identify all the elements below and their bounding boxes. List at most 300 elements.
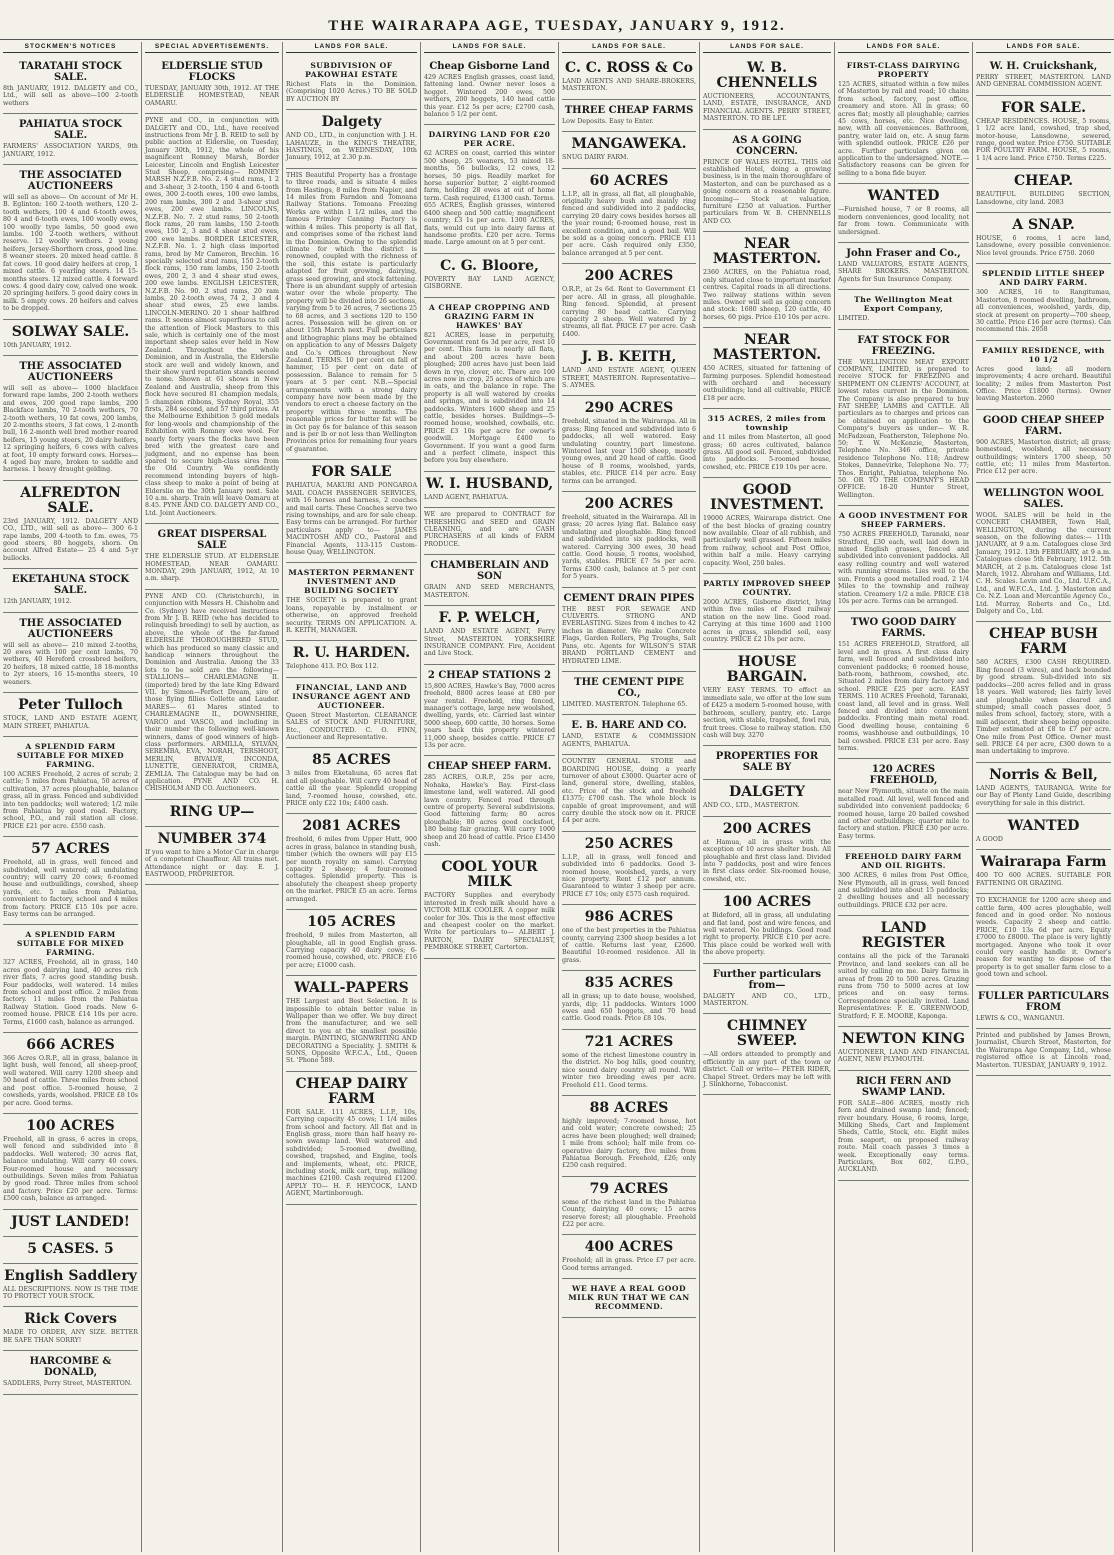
- advertisement-heading: FIRST-CLASS DAIRYING PROPERTY: [846, 61, 961, 79]
- advertisement-heading: GREAT DISPERSAL SALE: [157, 529, 267, 552]
- advertisement-body: LIMITED. MASTERTON. Telephone 65.: [562, 700, 688, 708]
- advertisement-body: Freehold, all in grass, 6 acres in crops, well fenced and subdivided into 8 paddocks. Well watered; 30 acres flat, balance undulating. Will carry 40 cows. Four-roomed house and necessary outbuildings. Seven miles from Pahiatua by good road. Three miles from school and factory. Price £20 per acre. Terms: £500 cash, balance as arranged.: [3, 1135, 138, 1203]
- advertisement-body: at Bideford, all in grass, all undulating and flat land, post and wire fences, and well watered. No buildings. Good road right to property. PRICE £10 per acre. This place could be worked well with the above property.: [703, 912, 831, 957]
- advertisement-heading: 5 CASES. 5: [27, 1240, 114, 1257]
- advertisement-heading: Further particulars from—: [712, 968, 822, 991]
- advertisement: [145, 56, 279, 114]
- advertisement: [562, 588, 696, 672]
- advertisement-heading: 721 ACRES: [584, 1033, 674, 1050]
- advertisement-heading: CHEAP DAIRY FARM: [295, 1075, 408, 1107]
- advertisement: [562, 100, 696, 132]
- advertisement-heading: SUBDIVISION OF PAKOWHAI ESTATE: [305, 61, 398, 79]
- advertisement: [703, 746, 831, 780]
- advertisement-body: 400 TO 600 ACRES. SUITABLE FOR FATTENING OR GRAZING.: [976, 872, 1111, 887]
- advertisement-heading: Wairarapa Farm: [980, 854, 1107, 871]
- advertisement-heading: PARTLY IMPROVED SHEEP COUNTRY.: [703, 579, 831, 598]
- advertisement-heading: AS A GOING CONCERN.: [732, 134, 802, 157]
- advertisement-body: Richest Flats in the Dominion. (Comprising 1020 Acres.) TO BE SOLD BY AUCTION BY: [286, 81, 417, 103]
- advertisement-heading: FAMILY RESIDENCE, with 10 1/2: [982, 345, 1105, 364]
- advertisement: [424, 508, 555, 555]
- advertisement-body: 750 ACRES FREEHOLD, Taranaki, near Stratford, £30 each, well laid down in mixed English grasses, fenced and subdivided into convenient paddocks. All easy rolling country and well watered with running streams. Lies well to the sun. Fronts a good metalled road. 2 1/4 Miles to the township and railway station. Creamery 1/2 a mile. PRICE £18 10s per acre. Terms can be arranged.: [838, 531, 969, 605]
- advertisement-body: HOUSE, 6 rooms, 1 acre land, Lansdowne, every possible convenience. Nice level grounds. Price £750. 2060: [976, 235, 1111, 257]
- advertisement-body: PRINCE OF WALES HOTEL. THIS old established Hotel, doing a growing business, is in the main thoroughfare of Masterton, and can be purchased as a going concern at a reasonable figure. Incoming— Stock at valuation, furniture £250 at valuation. Further particulars from W. B. CHENNELLS AND CO.: [703, 158, 831, 225]
- advertisement: [562, 1177, 696, 1236]
- advertisement-body: FOR SALE. 111 ACRES, L.I.P., 10s, Carrying capacity 45 cows; 1 1/4 miles from school and factory. All flat and in English grass, more than half heavy re-sown swamp land. Well watered and subdivided; 5-roomed dwelling, cowshed, trapshed, and Engine, tools and implements, wheat, etc. PRICE, including stock, milk cart, trap, milking machines £2100. Cash required £1200. APPLY TO— H. F. HEYCOCK, LAND AGENT, Martinborough.: [286, 1108, 417, 1198]
- advertisement: [562, 396, 696, 492]
- advertisement: [838, 243, 969, 290]
- advertisement-body: PERRY STREET, MASTERTON. LAND AND GENERAL COMMISSION AGENT.: [976, 74, 1111, 89]
- advertisement-heading: WE HAVE A REAL GOOD MILK RUN THAT WE CAN RECOMMEND.: [568, 1284, 690, 1312]
- advertisement-heading: A SPLENDID FARM SUITABLE FOR MIXED FARMING.: [16, 930, 125, 958]
- advertisement: [703, 328, 831, 409]
- advertisement: [838, 184, 969, 243]
- advertisement: [562, 1096, 696, 1177]
- advertisement-heading: HARCOMBE & DONALD,: [29, 1356, 112, 1379]
- advertisement: [838, 1071, 969, 1181]
- advertisement-heading: FOR SALE.: [1000, 99, 1086, 116]
- advertisement-body: STOCK, LAND AND ESTATE AGENT, MAIN STREET, PAHIATUA.: [3, 715, 138, 730]
- advertisement: [3, 1351, 138, 1394]
- advertisement: [838, 847, 969, 916]
- advertisement: [562, 492, 696, 588]
- advertisement-body: A GOOD: [976, 835, 1003, 843]
- advertisement-body: LAND AGENTS, TAURANGA. Write for our Bay of Plenty Land Guide, describing everything for sale in this district.: [976, 784, 1111, 807]
- advertisement-heading: 666 ACRES: [26, 1037, 115, 1054]
- advertisement: [838, 916, 969, 1027]
- advertisement-heading: DALGETY: [729, 784, 805, 801]
- advertisement-heading: 200 ACRES: [584, 496, 674, 512]
- column-header: LANDS FOR SALE.: [976, 42, 1111, 53]
- advertisement-body: AND CO., LTD., MASTERTON.: [703, 802, 800, 810]
- advertisement: [838, 759, 969, 847]
- advertisement-heading: 100 ACRES: [26, 1117, 115, 1134]
- advertisement-heading: SOLWAY SALE.: [11, 323, 130, 340]
- advertisement-body: POVERTY BAY LAND AGENCY, GISBORNE.: [424, 275, 555, 291]
- column-header: STOCKMEN'S NOTICES: [3, 42, 138, 53]
- advertisement-body: COUNTRY GENERAL STORE and BOARDING HOUSE, doing a yearly turnover of about £3000. Quarter acre of land, general store, dwelling, stables, etc. Price of the stock and freehold £1375; £700 cash. The whole block is capable of great improvement, and will carry double the stock now on it. PRICE £4 per acre.: [562, 758, 696, 825]
- advertisement: [703, 478, 831, 574]
- advertisement-heading: C. C. ROSS & Co: [565, 60, 693, 76]
- advertisement-heading: W. I. HUSBAND,: [425, 475, 554, 492]
- advertisement: [562, 345, 696, 396]
- advertisement: [976, 213, 1111, 264]
- advertisement-heading: John Fraser and Co.,: [846, 247, 961, 259]
- advertisement-heading: HOUSE BARGAIN.: [726, 654, 808, 686]
- advertisement: [976, 814, 1111, 850]
- advertisement-body: 300 ACRES, 6 miles from Post Office, New Plymouth, all in grass, well fenced and subdivided into about 15 paddocks; 2 dwelling houses and all necessary outbuildings. PRICE £32 per acre.: [838, 872, 969, 909]
- advertisement: [703, 817, 831, 890]
- advertisement-heading: J. B. KEITH,: [581, 349, 677, 366]
- advertisement-body: THE SOCIETY is prepared to grant loans, repayable by instalment or otherwise, on approved freehold security. TERMS ON APPLICATION. A. R. KEITH, MANAGER.: [286, 597, 417, 634]
- advertisement: [703, 1014, 831, 1095]
- advertisement-body: SADDLERS, Perry Street, MASTERTON.: [3, 1380, 132, 1388]
- advertisement-heading: 85 ACRES: [312, 752, 391, 769]
- advertisement: [424, 298, 555, 472]
- advertisement-heading: FULLER PARTICULARS FROM: [977, 990, 1110, 1013]
- advertisement-heading: 200 ACRES: [584, 268, 674, 285]
- advertisement-body: MADE TO ORDER, ANY SIZE. BETTER BE SAFE THAN SORRY!: [3, 1329, 138, 1344]
- advertisement-body: 900 ACRES, Masterton district; all grass; homestead, woolshed, all necessary outbuildings; winters 1700 sheep, 50 cattle, etc; 11 miles from Masterton. Price £12 per acre.: [976, 438, 1111, 476]
- advertisement-heading: THREE CHEAP FARMS: [564, 104, 694, 116]
- advertisement: [976, 169, 1111, 213]
- advertisement: [3, 1033, 138, 1114]
- advertisement-body: Low Deposits. Easy to Enter.: [562, 117, 654, 125]
- advertisement-heading: PROPERTIES FOR SALE BY: [715, 751, 819, 774]
- advertisement-heading: Peter Tulloch: [18, 697, 123, 714]
- advertisement: [703, 409, 831, 478]
- advertisement-body: highly improved; 7-roomed house, hot and cold water; concrete cowshed; 25 acres have been ploughed; well drained; 1 mile from school; half mile from co-operative dairy factory, five miles from Pahiatua Borough. Freehold, £26; only £250 cash required.: [562, 1117, 696, 1170]
- advertisement: [703, 130, 831, 233]
- advertisement-body: CHEAP RESIDENCES. HOUSE, 5 rooms, 1 1/2 acre land, cowshed, trap shed, motor-house, Lansdowne, sewered, range, good water. Price £750. SUITABLE FOR POULTRY FARM. HOUSE, 5 rooms, 1 1/4 acre land. Price £750. Terms £225.: [976, 117, 1111, 162]
- advertisement: [838, 330, 969, 507]
- advertisement-body: 429 ACRES English grasses, coast land, fattening land. Owner never loses a hogget. Wintered 200 ewes, 500 wethers, 200 hoggets, 140 head cattle this year. £12 5s per acre; £2700 cash, balance 5 1/2 per cent.: [424, 74, 555, 119]
- advertisement: [976, 986, 1111, 1029]
- advertisement-body: some of the richest land in the Pahiatua County, dairying 40 cows; 15 acres reserve forest; all ploughable. Freehold £22 per acre.: [562, 1198, 696, 1228]
- advertisement-heading: FREEHOLD DAIRY FARM AND OIL RIGHTS.: [845, 852, 962, 871]
- advertisement: [976, 410, 1111, 483]
- advertisement-heading: A SNAP.: [1012, 217, 1075, 234]
- advertisement: [562, 715, 696, 755]
- column-2: [142, 42, 283, 1552]
- advertisement-body: BEAUTIFUL BUILDING SECTION, Lansdowne, city land. 2083: [976, 191, 1111, 206]
- advertisement: [562, 56, 696, 100]
- advertisement-heading: 88 ACRES: [589, 1099, 669, 1116]
- advertisement: [286, 976, 417, 1072]
- advertisement: [286, 460, 417, 563]
- advertisement-heading: W. H. Cruickshank,: [989, 61, 1098, 72]
- advertisement: [286, 563, 417, 641]
- advertisement-heading: COOL YOUR MILK: [441, 859, 538, 891]
- advertisement: [976, 1029, 1111, 1076]
- advertisement-heading: WANTED: [867, 188, 940, 205]
- column-6: [700, 42, 835, 1552]
- advertisement-body: TUESDAY, JANUARY 30th, 1912. AT THE ELDERSLIE HOMESTEAD, NEAR OAMARU.: [145, 85, 279, 107]
- column-8: [973, 42, 1114, 1552]
- advertisement-heading: The Wellington Meat Export Company,: [854, 295, 953, 314]
- advertisement: [3, 837, 138, 925]
- advertisement-heading: MANGAWEKA.: [571, 136, 687, 153]
- advertisement-body: 3 miles from Eketahuna, 65 acres flat and all ploughable. Will carry 40 head of cattle all the year. Splendid cropping land, 7-roomed house, cowshed, etc. PRICE only £22 10s; £400 cash.: [286, 770, 417, 808]
- advertisement: [3, 56, 138, 114]
- advertisement-body: AUCTIONEER, LAND AND FINANCIAL AGENT, NEW PLYMOUTH.: [838, 1048, 969, 1064]
- advertisement-heading: CHEAP.: [1014, 173, 1073, 190]
- advertisement-body: LAND AND ESTATE AGENT, QUEEN STREET, MASTERTON. Representative—S. AYMES.: [562, 367, 696, 389]
- column-1: [0, 42, 142, 1552]
- advertisement-heading: 290 ACRES: [584, 400, 674, 417]
- advertisement: [3, 165, 138, 320]
- advertisement-body: THE BEST FOR SEWAGE AND CULVERTS. STRONG AND EVERLASTING. Sizes from 4 inches to 42 inches in diameter. We make Concrete Flags, Garden Rollers, Pig Troughs, Salt Pans, etc. Agents for WILSON'S STAR BRAND PORTLAND CEMENT and HYDRATED LIME.: [562, 605, 696, 665]
- advertisement: [3, 925, 138, 1033]
- advertisement: [286, 641, 417, 677]
- advertisement-heading: THE ASSOCIATED AUCTIONEERS: [19, 360, 122, 383]
- advertisement-body: SNUG DAIRY FARM.: [562, 154, 629, 162]
- advertisement: [286, 169, 417, 460]
- advertisement: [562, 1030, 696, 1096]
- advertisement-body: Acres good land; all modern improvements; 4 acre orchard. Beautiful locality; 2 miles from Masterton Post Office. Price £1800 (terms). Owner leaving Masterton. 2060: [976, 365, 1111, 403]
- advertisement: [976, 483, 1111, 623]
- advertisement: [562, 264, 696, 345]
- advertisement-heading: 100 ACRES: [722, 894, 812, 911]
- advertisement-body: LAND VALUATORS, ESTATE AGENTS, SHARE BROKERS. MASTERTON. Agents for Sun Insurance Company.: [838, 260, 969, 283]
- advertisement-heading: NEAR MASTERTON.: [712, 236, 822, 268]
- advertisement-body: Telephone 413. P.O. Box 112.: [286, 663, 379, 671]
- advertisement-body: 821 ACRES, lease in perpetuity, Government rent 6s 3d per acre, rest 10 per cent. This farm is nearly all flats, and about 200 acres have been ploughed; 200 acres have just been laid down in rye, clover, etc. There are 100 acres now in crop, 25 acres of which are in oats, and the balance in rape. The property is all well watered by creeks and springs, and is subdivided into 14 paddocks. Winters 1600 sheep and 25 cattle, besides horses. Buildings—5-roomed house, woolshed, cowbails, etc. PRICE £3 10s per acre for owner's goodwill. Mortgage £400 to Government. If you want a good farm and a perfect climate, inspect this before you buy elsewhere.: [424, 331, 555, 465]
- advertisement-body: DALGETY AND CO., LTD., MASTERTON.: [703, 992, 831, 1007]
- advertisement-heading: English Saddlery: [4, 1267, 137, 1284]
- advertisement: [424, 756, 555, 855]
- advertisement-heading: EKETAHUNA STOCK SALE.: [11, 574, 130, 597]
- advertisement-body: FOR SALE—806 ACRES, mostly rich fern and drained swamp land; fenced; river boundary. House, 6 rooms, large, Milking Sheds, Cart and Implement Sheds, Cattle, Stock, etc. Eight miles from seaport, on proposed railway route. Mail coach passes 3 times a week. Exceptionally easy terms. Particulars, Box 602, G.P.O., AUCKLAND.: [838, 1099, 969, 1174]
- column-header: LANDS FOR SALE.: [703, 42, 831, 53]
- advertisement-heading: 250 ACRES: [584, 835, 674, 852]
- advertisement: [424, 472, 555, 508]
- advertisement: [703, 574, 831, 650]
- advertisement-body: LEWIS & CO., WANGANUI.: [976, 1014, 1065, 1022]
- advertisement-body: and 11 miles from Masterton, all good grass; 60 acres cultivated, balance grass. All good soil. Fenced, subdivided into paddocks. 5-roomed house, cowshed, etc. PRICE £19 10s per acre.: [703, 434, 831, 471]
- advertisement-body: one of the best properties in the Pahiatua county, carrying 2300 sheep besides a lot of cattle. Returns last year, £2600. Beautiful 10-roomed residence. All in grass.: [562, 927, 696, 964]
- advertisement-heading: PAHIATUA STOCK SALE.: [18, 119, 122, 142]
- advertisement-heading: Dalgety: [321, 114, 382, 131]
- advertisement-body: freehold, 9 miles from Masterton, all ploughable, all in good English grass. Carrying capacity 40 dairy cows; 6-roomed house, cowshed, etc. PRICE £16 per acre; £1000 cash.: [286, 932, 417, 969]
- advertisement: [976, 894, 1111, 985]
- advertisement-heading: JUST LANDED!: [11, 1213, 130, 1230]
- advertisement-body: 62 ACRES on coast, carried this winter 500 sheep, 25 weaners, 53 mixed 18-months, 56 bullocks, 12 cows, 12 horses, 50 pigs. Readily market for horse superior butter, 2 eight-roomed farm, holding 28 ewes at out of home term. Cash required, £1300 cash. Terms. 655 ACRES, English grasses, wintered 6400 sheep and 500 cattle; magnificent country; £3 1s per acre. 1300 ACRES, flats, would cut up into dairy farms at handsome profits. £20 per acre. Terms made. Large amount on at 5 per cent.: [424, 150, 555, 247]
- advertisement: [562, 832, 696, 905]
- advertisement-body: some of the richest limestone country in the district. No bog hills, good country, nice sound dairy country all round. Will winter two breeding ewes per acre. Freehold £11. Good terms.: [562, 1051, 696, 1089]
- advertisement-heading: RING UP—: [169, 803, 255, 820]
- advertisement-body: 450 ACRES, situated for fattening of farming purposes. Splendid homestead with orchard and necessary outbuildings; land all cultivable, PRICE £18 per acre.: [703, 365, 831, 402]
- advertisement-body: THIS Beautiful Property has a frontage to three roads, and is situate 4 miles from Hastings, 8 miles from Napier, and 14 miles from Farndon and Tomoana Railway Stations. Tomoana Freezing Works are within 1 1/2 miles, and the famous Frimley Canning Factory is within 4 miles. This property is all flat, and comprises some of the richest land in the Dominion. Owing to the splendid climate for which the district is renowned, coupled with the richness of the soil, this estate is particularly adapted for fruit growing, dairying, grass seed growing, and stock fattening. There is an abundant supply of artesian water over the whole property. The property will be divided into 26 sections, varying from 5 to 26 acres, 7 sections 25 to 68 acres, and 3 sections 120 to 150 acres. Possession will be given on or about 15th March next. Full particulars and lithographic plans may be obtained on application to any of Messrs Dalgety and Co.'s Offices throughout New Zealand. TERMS. 10 per cent on fall of hammer, 15 per cent on date of possession. Balance to remain for 5 years at 5 per cent. N.B.—Special arrangements with a strong dairy company have now been made by the vendors to erect a cheese factory on the property within three months. The reasonable prices for butter fat will be in Oct pay 6s for balance of this season and is per lb or not less than Wellington Provinces price for remaining four years of guarantee.: [286, 171, 417, 453]
- advertisement-heading: SPLENDID LITTLE SHEEP AND DAIRY FARM.: [982, 269, 1105, 288]
- advertisement-heading: ELDERSLIE STUD FLOCKS: [161, 61, 263, 83]
- advertisement: [145, 800, 279, 827]
- advertisement: [424, 606, 555, 665]
- advertisement-body: 327 ACRES, Freehold, all in grass, 140 acres good dairying land, 40 acres rich river flats, 7 acres good standing bush. Four paddocks, well watered. 14 miles from school and post office. 2 miles from factory. 11 miles from the Pahiatua Railway Station. Good roads. New 6-roomed house. PRICE £14 10s per acre. Terms, £1600 cash, balance as arranged.: [3, 959, 138, 1026]
- advertisement-body: LIMITED.: [838, 315, 870, 323]
- advertisement-heading: 315 ACRES, 2 miles from township: [707, 414, 827, 433]
- advertisement-body: 23rd JANUARY, 1912. DALGETY AND CO., LTD., will sell as above— 300 6-1 rape lambs, 200 4-tooth to f.m. ewes, 75 good steers, 80 hoggets, shorn. On account Alfred Estate— 25 4 and 5-yr bullocks.: [3, 517, 138, 562]
- advertisement: [562, 755, 696, 832]
- advertisement: [838, 612, 969, 759]
- advertisement: [703, 56, 831, 130]
- column-header: SPECIAL ADVERTISEMENTS.: [145, 42, 279, 53]
- advertisement-heading: 400 ACRES: [584, 1239, 674, 1256]
- advertisement-heading: NEWTON KING: [842, 1030, 965, 1047]
- advertisement-heading: 200 ACRES: [722, 820, 812, 837]
- advertisement-heading: CHIMNEY SWEEP.: [727, 1018, 807, 1050]
- advertisement: [976, 850, 1111, 894]
- advertisement-heading: MASTERTON PERMANENT INVESTMENT AND BUILDING SOCIETY: [288, 568, 415, 596]
- advertisement: [703, 780, 831, 816]
- advertisement-heading: 57 ACRES: [31, 841, 110, 858]
- advertisement: [145, 524, 279, 590]
- advertisement-heading: 2081 ACRES: [302, 818, 401, 835]
- advertisement: [286, 748, 417, 814]
- advertisement: [3, 1210, 138, 1237]
- advertisement-body: ALL DESCRIPTIONS. NOW IS THE TIME TO PROTECT YOUR STOCK.: [3, 1285, 138, 1300]
- advertisement-body: at Hamua, all in grass with the exception of 10 acres shelter bush. All ploughable and first class land. Divided into 7 paddocks, post and wire fences in first class order. Six-roomed house, cowshed, etc.: [703, 838, 831, 883]
- column-header: LANDS FOR SALE.: [286, 42, 417, 53]
- advertisement-heading: C. G. Bloore,: [440, 257, 539, 274]
- advertisement: [838, 290, 969, 329]
- advertisement-heading: TARATAHI STOCK SALE.: [19, 61, 122, 83]
- advertisement-heading: ALFREDTON SALE.: [20, 484, 121, 516]
- advertisement-body: freehold, situated in the Wairarapa. All in grass; 20 acres lying flat. Balance easy undulating and ploughable. Ring fenced and subdivided into six paddocks, well watered. Carrying 300 ewes, 30 head cattle. Good house, 5 rooms, woolshed, yards, stables. PRICE £7 5s per acre. Terms £300 cash, balance at 5 per cent for 5 years.: [562, 514, 696, 581]
- advertisement-body: GRAIN AND SEED MERCHANTS, MASTERTON.: [424, 584, 555, 599]
- advertisement-heading: FOR SALE: [311, 464, 392, 481]
- advertisement-body: THE Largest and Best Selection. It is impossible to obtain better value in Wallpaper than we offer. We buy direct from the manufacturer, and we sell direct to you at the smallest possible margin. PAINTING, SIGNWRITING AND DECORATING a Speciality. J. SMITH & SONS, Opposite W.F.C.A., Ltd., Queen St. 'Phone 589.: [286, 998, 417, 1065]
- advertisement: [3, 1264, 138, 1308]
- advertisement-body: LAND, ESTATE & COMMISSION AGENTS, PAHIATUA.: [562, 733, 696, 748]
- advertisement-heading: 986 ACRES: [584, 909, 674, 926]
- column-header: LANDS FOR SALE.: [562, 42, 696, 53]
- advertisement-heading: DAIRYING LAND FOR £20 PER ACRE.: [428, 130, 551, 149]
- advertisement-body: 300 ACRES, 16 to Rangitumau, Masterton, 8 roomed dwelling, bathroom, all conveniences, woolshed, yards, dip, stock at present on property—700 sheep, 30 cattle. Price £16 per acre (terms). Can recommend this. 2058: [976, 289, 1111, 334]
- advertisement-body: will sell as above— 1000 blackface forward rape lambs, 200 2-tooth wethers and ewes, 200 good rape lambs, 200 Blackface lambs, 70 2-tooth wethers, 70 2-tooth wethers, 10 fat cows, 200 lambs, 20 2-months steers, 3 fat cows, 1 2-month bull, 16 2-month well bred mother reared heifers, 15 young steers, 20 dairy heifers, 12 springing heifers, 6 cows with calves at foot, 10 empty forward cows. Horses— 4 aged bay mare, broken to saddle and harness. 1 heavy draught gelding.: [3, 384, 138, 474]
- advertisement-heading: THE CEMENT PIPE CO.,: [574, 676, 684, 699]
- column-header: LANDS FOR SALE.: [424, 42, 555, 53]
- advertisement-body: Printed and published by James Brown, Journalist, Church Street, Masterton, for the Wairarapa Age Company, Ltd., whose registered office is at Lincoln road, Masterton. TUESDAY, JANUARY 9, 1912.: [976, 1032, 1111, 1069]
- advertisement: [3, 737, 138, 837]
- advertisement: [976, 763, 1111, 814]
- advertisement-body: If you want to hire a Motor Car in charge of a competent Chauffeur. All trains met. Attendance night or day. E. J. EASTWOOD, PROPRIETOR.: [145, 848, 279, 878]
- advertisement-body: 125 ACRES, situated within a few miles of Masterton by rail and road; 10 chains from school, factory, post office, creamery and store. All in grass; 60 acres flat; mostly all ploughable; carries 45 cows, horses, etc. Nice dwelling, new, with all conveniences. Bathroom, pantry, water laid on, etc. A snug farm with splendid outlook. PRICE £26 per acre. Further particulars given on application to the undersigned. NOTE.—Satisfactory reasons can be given for selling to a bona fide buyer.: [838, 81, 969, 177]
- advertisement-body: TO EXCHANGE for 1200 acre sheep and cattle farm, 400 acres ploughable, well fenced and in good order. No noxious weeds. Capacity 2 sheep and cattle. PRICE, £10 13s 6d per acre. Equity £7000 to £8000. The place is very lightly mortgaged. Anyone who took it over could very easily handle it. Owner's reason for wanting to dispose of the property is to get smaller farm close to a good town and school.: [976, 897, 1111, 979]
- advertisement-heading: WANTED: [1007, 817, 1080, 834]
- advertisement: [976, 341, 1111, 410]
- advertisement: [286, 1072, 417, 1205]
- advertisement-body: contains all the pick of the Taranaki Province, and land seekers can all be suited by calling on me. Dairy farms in areas of from 20 to 500 acres. Grazing runs from 750 to 5000 acres at low prices and on easy terms. Correspondence specially invited. Land Representatives: F. E. GREENWOOD, Stratford; F. E. MOORE, Kaponga.: [838, 953, 969, 1020]
- advertisement: [562, 971, 696, 1030]
- advertisement-heading: 60 ACRES: [589, 172, 669, 189]
- column-5: [559, 42, 700, 1552]
- advertisement-body: AND CO., LTD., in conjunction with J. H. LAHAUZE, in the KING'S THEATRE, HASTINGS, on WEDNESDAY, 10th January, 1912, at 2.30 p.m.: [286, 132, 417, 162]
- advertisement-body: 580 ACRES, £300 CASH REQUIRED. Ring fenced (3 wires), and back bounded by good stream. Sub-divided into six paddocks—200 acres felled and in grass 18 years. Well watered; lies fairly level and ploughable when cleared and stumped; small coach passes door, 5 miles from school, factory, store, with a mill adjacent, their sheep being opposite. Timber estimated at £8 to £7 per acre. One mile from Post Office. Owner must sell. PRICE £4 per acre, £300 down to a man undertaking to improve.: [976, 659, 1111, 756]
- advertisement-body: L.I.P., all in grass, well fenced and subdivided into 6 paddocks. Good 3-roomed house, woolshed, yards, a very nice property. Rent £12 per annum. Guaranteed to winter 3 sheep per acre. PRICE £7 10s; only £575 cash required.: [562, 853, 696, 898]
- advertisement-heading: GOOD CHEAP SHEEP FARM.: [982, 414, 1105, 437]
- advertisement-heading: GOOD INVESTMENT.: [710, 482, 824, 514]
- advertisement-body: L.I.P., all in grass, all flat, all ploughable, originally heavy bush and mainly ring fenced and subdivided into 2 paddocks, carrying 20 dairy cows besides horses all the year round; 6-roomed house, rest in excellent condition, and a good bail. Will be sold as a going concern. PRICE £11 per acre. Cash required only £350, balance arranged at 5 per cent.: [562, 190, 696, 257]
- advertisement-body: 2000 ACRES, Gisborne district, lying within five miles of Fixed railway station on the new line. Good road. Carrying at this time 1600 and 1100 acres in grass, splendid soil, easy country. PRICE £2 10s per acre.: [703, 599, 831, 644]
- advertisement-body: PAHIATUA, MAKURI AND PONGAROA MAIL COACH PASSENGER SERVICES, with 16 horses and harness, 2 coaches and mail carts. These Coaches serve two rising townships, and are for sale cheap. Easy terms can be arranged. For further particulars apply to— JAMES MACINTOSH AND CO., Pastoral and Financial Agents, 113-115 Custom-house Quay, WELLINGTON.: [286, 482, 417, 556]
- advertisement-body: near New Plymouth, situate on the main metalled road. All level, well fenced and subdivided into convenient paddocks; 6 roomed house, large 20 bailed cowshed and other outbuildings; quarter mile to factory and station. PRICE £30 per acre. Easy terms.: [838, 788, 969, 840]
- advertisement: [424, 125, 555, 253]
- advertisement: [562, 1279, 696, 1318]
- advertisement-heading: F. P. WELCH,: [438, 610, 541, 627]
- advertisement-heading: WELLINGTON WOOL SALES.: [983, 487, 1104, 510]
- advertisement-body: O.R.P., at 2s 6d. Rent to Government £1 per acre. All in grass, all ploughable. Ring fenced. Splendid, at present carrying 80 head cattle. Carrying capacity 2 sheep. Well watered by 2 streams, all flat. PRICE £7 per acre. Cash £400.: [562, 286, 696, 338]
- advertisement-body: LAND AGENTS AND SHARE-BROKERS, MASTERTON.: [562, 78, 696, 93]
- advertisement-heading: 79 ACRES: [589, 1180, 669, 1197]
- column-3: [283, 42, 421, 1552]
- advertisement-body: 8th JANUARY, 1912. DALGETY and CO., Ltd., will sell as above—100 2-tooth wethers: [3, 85, 138, 107]
- advertisement-heading: 120 ACRES FREEHOLD,: [869, 764, 938, 787]
- advertisement-heading: NUMBER 374: [157, 830, 267, 847]
- advertisement: [703, 232, 831, 328]
- advertisement: [3, 569, 138, 612]
- advertisement-heading: CHEAP BUSH FARM: [989, 626, 1098, 658]
- advertisement: [286, 814, 417, 910]
- advertisement-heading: CHEAP SHEEP FARM.: [427, 761, 552, 773]
- advertisement: [145, 114, 279, 524]
- advertisement-heading: Rick Covers: [24, 1311, 117, 1328]
- advertisement-heading: RICH FERN AND SWAMP LAND.: [855, 1075, 952, 1098]
- advertisement-body: Queen Street Masterton. CLEARANCE SALES of STOCK AND FURNITURE, Etc., CONDUCTED. C. O. FINN, Auctioneer and Representative.: [286, 711, 417, 741]
- advertisement: [424, 555, 555, 606]
- advertisement: [3, 356, 138, 481]
- advertisement: [3, 1114, 138, 1210]
- advertisement: [424, 855, 555, 958]
- advertisement: [145, 827, 279, 886]
- advertisement: [562, 169, 696, 265]
- advertisement-heading: A SPLENDID FARM SUITABLE FOR MIXED FARMING.: [16, 741, 125, 769]
- advertisement-body: 366 Acres O.R.P., all in grass, balance in light bush, well fenced, all sheep-proof, well watered. Will carry 1200 sheep and 50 head of cattle. Three miles from school and post office. 5-roomed house, 2 cowsheds, yards, woolshed. PRICE £8 10s per acre. Good terms.: [3, 1055, 138, 1107]
- advertisement-body: 10th JANUARY, 1912.: [3, 341, 72, 349]
- advertisement-body: 19000 ACRES, Wairarapa district. One of the best blocks of grazing country now available. Clear of all rubbish, and particularly well grassed. Fifteen miles from railway, school and Post Office, within half a mile. Heavy carrying capacity. Wool, 250 bales.: [703, 515, 831, 567]
- advertisement-body: —Furnished house, 7 or 8 rooms, all modern conveniences, good locality, not far from town. Communicate with undersigned.: [838, 206, 969, 236]
- advertisement-body: 100 ACRES Freehold, 2 acres of scrub; 2 cattle; 5 miles from Pahiatua, 50 acres of cultivation, 37 acres ploughable, balance grass, all in grass. Fenced and subdivided into ten paddocks; well watered; 1/2 mile from Pahiatua by good road. Factory, school, P.O., and rail station all close. PRICE £21 per acre. £550 cash.: [3, 770, 138, 830]
- advertisement-body: freehold, 6 miles from Upper Hutt, 900 acres in grass, balance in standing bush, timber (which the owners will pay £15 per month royalty on same). Carrying capacity 2 sheep; 4 four-roomed cottages. Splendid property. This is absolutely the cheapest sheep property on the market. PRICE £5 an acre. Terms arranged.: [286, 836, 417, 903]
- advertisement-heading: A CHEAP CROPPING AND GRAZING FARM IN HAWKES' BAY: [428, 302, 551, 330]
- advertisement-heading: A GOOD INVESTMENT FOR SHEEP FARMERS.: [838, 511, 969, 530]
- advertisement-heading: FAT STOCK FOR FREEZING.: [857, 334, 950, 357]
- advertisement: [145, 590, 279, 800]
- advertisement-heading: 835 ACRES: [584, 975, 674, 992]
- advertisement-heading: 105 ACRES: [307, 914, 396, 931]
- advertisement-heading: E. B. HARE AND CO.: [571, 720, 687, 732]
- advertisement: [3, 613, 138, 693]
- column-header: LANDS FOR SALE.: [838, 42, 969, 53]
- advertisement-body: THE ELDERSLIE STUD. AT ELDERSLIE HOMESTEAD, NEAR OAMARU. MONDAY, 29th JANUARY, 1912, At 10 a.m. sharp.: [145, 553, 279, 583]
- advertisement-body: all in grass; up to date house, woolshed, yards, dip; 11 paddocks. Winters 1000 ewes and 650 hoggets, and 70 head cattle. Good roads. Price £8 10s.: [562, 993, 696, 1023]
- advertisement: [3, 114, 138, 165]
- column-7: [835, 42, 973, 1552]
- column-4: [421, 42, 559, 1552]
- advertisement: [703, 890, 831, 963]
- advertisement: [3, 1237, 138, 1264]
- advertisement-body: LAND AGENT, PAHIATUA.: [424, 493, 509, 501]
- advertisement-body: VERY EASY TERMS. TO effect an immediate sale, we offer at the low sum of £425 a modern 5-roomed house, with bathroom, scullery, pantry, etc. Large section, with stable, trapshed, fowl run, fruit trees. Close to railway station. £50 cash will buy. 3270: [703, 687, 831, 739]
- advertisement-heading: FINANCIAL, LAND AND INSURANCE AGENT AND AUCTIONEER.: [292, 682, 411, 710]
- advertisement-body: 12th JANUARY, 1912.: [3, 598, 72, 606]
- advertisement-body: THE WELLINGTON MEAT EXPORT COMPANY, LIMITED, is prepared to receive STOCK for FREEZING and SHIPMENT ON CLIENTS' ACCOUNT, at lowest rates current in the Dominion. The Company is also prepared to buy FAT SHEEP, LAMBS and CATTLE. All particulars as to charges and prices can be obtained on application to the Company's buyers as under— W. R. McFadzean, Featherston, Telephone No. 50; T. W. McKenzie, Masterton, Telephone No. 346 office, private residence Telephone No. 118; Andrew Stokes, Dannevirke, Telephone No. 77; Thos. Enright, Pahiatua, telephone No. 50. OR TO THE COMPANY'S HEAD OFFICE: 18-20 Hunter Street, Wellington.: [838, 358, 969, 499]
- advertisement: [3, 1307, 138, 1351]
- advertisement-heading: CEMENT DRAIN PIPES: [563, 592, 695, 604]
- advertisement-heading: Norris & Bell,: [989, 766, 1098, 783]
- advertisement-heading: Cheap Gisborne Land: [429, 61, 550, 72]
- advertisement: [3, 481, 138, 569]
- advertisement-heading: THE ASSOCIATED AUCTIONEERS: [19, 170, 122, 193]
- advertisement: [286, 110, 417, 169]
- advertisement: [286, 56, 417, 110]
- advertisement-body: WOOL SALES will be held in the CONCERT CHAMBER, Town Hall, WELLINGTON, during the current season, on the following dates:— 11th JANUARY, at 9 a.m. Catalogues close 3rd January, 1912. 13th FEBRUARY, at 9 a.m. Catalogues close 5th February, 1912. 5th MARCH, at 2 p.m. Catalogues close 1st March, 1912. Abraham and Williams, Ltd. C. H. Scales. Levin and Co., Ltd. U.F.C.A., Ltd., and W.F.C.A., Ltd. J. Masterton and Co. N.Z. Loan and Mercantile Agency Co., Ltd. Murray, Roberts and Co., Ltd. Dalgety and Co., Ltd.: [976, 511, 1111, 616]
- advertisement: [838, 1027, 969, 1071]
- advertisement: [562, 1235, 696, 1279]
- advertisement: [562, 905, 696, 971]
- advertisement-body: WE are prepared to CONTRACT for THRESHING and SEED and GRAIN CLEANING, and are CASH PURCHASERS of all kinds of FARM PRODUCE.: [424, 511, 555, 548]
- advertisement: [976, 264, 1111, 340]
- advertisement-body: 151 ACRES FREEHOLD, Stratford, all level and in grass. A first class dairy farm, well fenced and subdivided into convenient paddocks; 6 roomed house, bath-room, bathroom, cowshed, etc. Situated 2 miles from dairy factory and school. PRICE £25 per acre. EASY TERMS. 110 ACRES Freehold, Taranaki, coast land, all level and in grass. Well fenced and divided into convenient paddocks. Fronting main metal road. Good dwelling house, containing 6 rooms, washhouse and outbuildings, 10 bail cowshed. PRICE £31 per acre. Easy terms.: [838, 641, 969, 752]
- advertisement-body: freehold, situated in the Wairarapa. All in grass; Ring fenced and subdivided into 6 paddocks, all well watered. Easy undulating country, part limestone. Wintered last year 1500 sheep, mostly young ewes, and 20 head of cattle. Good house of 8 rooms, woolshed, yards, stables, etc. PRICE £14 per acre. Easy terms can be arranged.: [562, 418, 696, 485]
- advertisement: [976, 96, 1111, 169]
- advertisement: [838, 506, 969, 612]
- advertisement: [562, 132, 696, 168]
- advertisement: [3, 693, 138, 737]
- advertisement: [703, 964, 831, 1015]
- advertisement: [838, 56, 969, 184]
- advertisement: [424, 665, 555, 757]
- advertisement-heading: TWO GOOD DAIRY FARMS.: [850, 617, 957, 640]
